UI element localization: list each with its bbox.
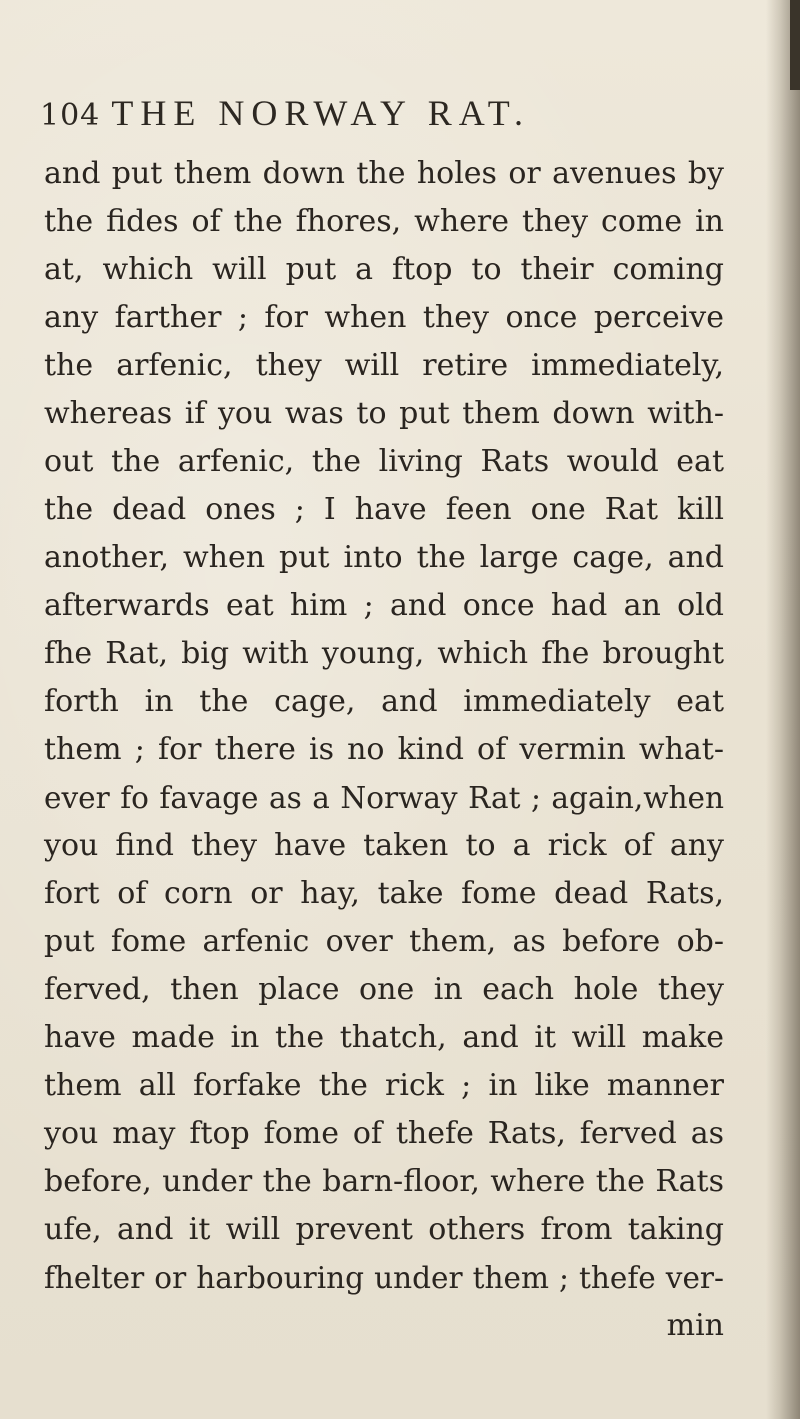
text-line: forth in the cage, and immediately eat: [44, 684, 724, 719]
text-line: you may ftop fome of thefe Rats, ferved as: [44, 1116, 724, 1151]
text-line: before, under the barn-floor, where the Rats: [44, 1164, 724, 1199]
text-line: the dead ones ; I have feen one Rat kill: [44, 492, 724, 527]
text-line: fhe Rat, big with young, which fhe brought: [44, 636, 724, 671]
text-line: out the arfenic, the living Rats would eat: [44, 444, 724, 479]
text-line: you find they have taken to a rick of any: [44, 828, 724, 863]
text-line: put fome arfenic over them, as before ob-: [44, 924, 724, 959]
text-line: the fides of the fhores, where they come in: [44, 204, 724, 239]
running-head: THE NORWAY RAT.: [111, 93, 531, 133]
text-line: ufe, and it will prevent others from taking: [44, 1212, 724, 1247]
text-line: the arfenic, they will retire immediately,: [44, 348, 724, 383]
text-line: them ; for there is no kind of vermin what-: [44, 732, 724, 767]
catchword: min: [666, 1308, 724, 1343]
text-line: any farther ; for when they once perceive: [44, 300, 724, 335]
text-line: and put them down the holes or avenues by: [44, 156, 724, 191]
text-line: fort of corn or hay, take fome dead Rats,: [44, 876, 724, 911]
text-line: another, when put into the large cage, and: [44, 540, 724, 575]
page-edge-shadow: [766, 0, 800, 1419]
page-number: 104: [40, 98, 101, 133]
text-line: at, which will put a ftop to their coming: [44, 252, 724, 287]
text-line: have made in the thatch, and it will make: [44, 1020, 724, 1055]
text-line: them all forfake the rick ; in like manner: [44, 1068, 724, 1103]
text-line: ever fo favage as a Norway Rat ; again,when: [44, 781, 724, 815]
text-line: whereas if you was to put them down with-: [44, 396, 724, 431]
body-text: [44, 150, 724, 1350]
text-line: ferved, then place one in each hole they: [44, 972, 724, 1007]
page-edge-dark-corner: [790, 0, 800, 90]
text-line: afterwards eat him ; and once had an old: [44, 588, 724, 623]
page-header: [40, 92, 740, 142]
text-line: fhelter or harbouring under them ; thefe ver-: [44, 1261, 724, 1295]
